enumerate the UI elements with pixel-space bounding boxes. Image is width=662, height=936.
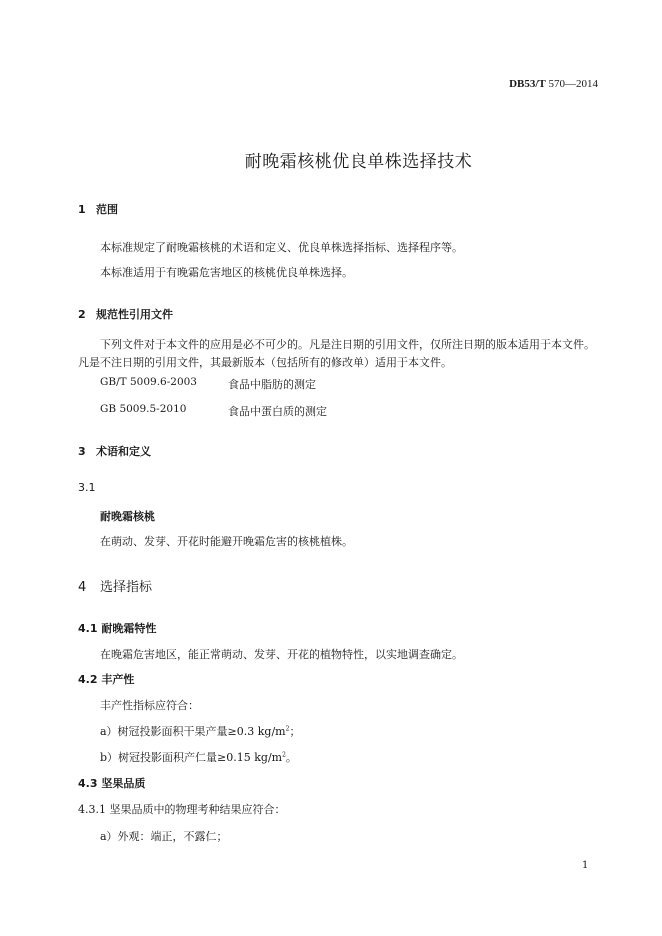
clause-4-3-1: 4.3.1 坚果品质中的物理考种结果应符合： bbox=[78, 803, 286, 816]
section-number: 2 bbox=[78, 308, 86, 321]
section-title: 范围 bbox=[96, 203, 118, 216]
unit-superscript: 2 bbox=[282, 751, 286, 759]
list-item-text: b）树冠投影面积产仁量≥0.15 kg/m bbox=[100, 751, 283, 764]
standard-code bbox=[509, 78, 598, 90]
section-title: 规范性引用文件 bbox=[96, 308, 173, 321]
list-item-a: a）外观：端正，不露仁； bbox=[100, 830, 228, 843]
term-name: 耐晚霜核桃 bbox=[100, 510, 155, 523]
list-item-punct: ； bbox=[289, 725, 301, 738]
subsection-4-2-heading: 4.2 丰产性 bbox=[78, 673, 135, 686]
subsection-4-1-heading: 4.1 耐晚霜特性 bbox=[78, 622, 157, 635]
reference-code: GB/T 5009.6-2003 bbox=[100, 376, 197, 388]
section-number: 3 bbox=[78, 445, 86, 458]
document-title: 耐晚霜核桃优良单株选择技术 bbox=[244, 152, 473, 172]
section-number: 4 bbox=[78, 580, 87, 595]
reference-name: 食品中蛋白质的测定 bbox=[228, 405, 327, 418]
section-title: 术语和定义 bbox=[96, 445, 151, 458]
subsection-number: 3.1 bbox=[78, 481, 96, 494]
section-1-paragraph-2: 本标准适用于有晚霜危害地区的核桃优良单株选择。 bbox=[100, 266, 353, 279]
section-1-paragraph-1: 本标准规定了耐晚霜核桃的术语和定义、优良单株选择指标、选择程序等。 bbox=[100, 241, 463, 254]
section-4-heading bbox=[78, 576, 152, 595]
section-2-heading bbox=[78, 306, 173, 322]
standard-prefix: DB53/T bbox=[509, 78, 546, 90]
list-item-punct: 。 bbox=[285, 751, 297, 764]
term-definition: 在萌动、发芽、开花时能避开晚霜危害的核桃植株。 bbox=[100, 535, 353, 548]
reference-code: GB 5009.5-2010 bbox=[100, 403, 187, 415]
list-item-b bbox=[100, 749, 297, 765]
section-3-heading bbox=[78, 443, 151, 459]
standard-number: 570—2014 bbox=[548, 78, 598, 90]
section-2-paragraph: 下列文件对于本文件的应用是必不可少的。凡是注日期的引用文件，仅所注日期的版本适用于本文件。凡是不注日期的引用文件，其最新版本（包括所有的修改单）适用于本文件。 bbox=[78, 338, 595, 369]
subsection-4-1-paragraph: 在晚霜危害地区，能正常萌动、发芽、开花的植物特性，以实地调查确定。 bbox=[100, 648, 463, 661]
list-item-a bbox=[100, 723, 300, 739]
subsection-4-3-heading: 4.3 坚果品质 bbox=[78, 777, 146, 790]
list-item-text: a）树冠投影面积干果产量≥0.3 kg/m bbox=[100, 725, 286, 738]
section-title: 选择指标 bbox=[100, 580, 153, 595]
section-number: 1 bbox=[78, 203, 86, 216]
unit-superscript: 2 bbox=[285, 725, 290, 733]
section-1-heading bbox=[78, 201, 118, 217]
reference-name: 食品中脂肪的测定 bbox=[228, 378, 316, 391]
subsection-4-2-intro: 丰产性指标应符合： bbox=[100, 699, 199, 712]
page-number: 1 bbox=[582, 860, 589, 871]
